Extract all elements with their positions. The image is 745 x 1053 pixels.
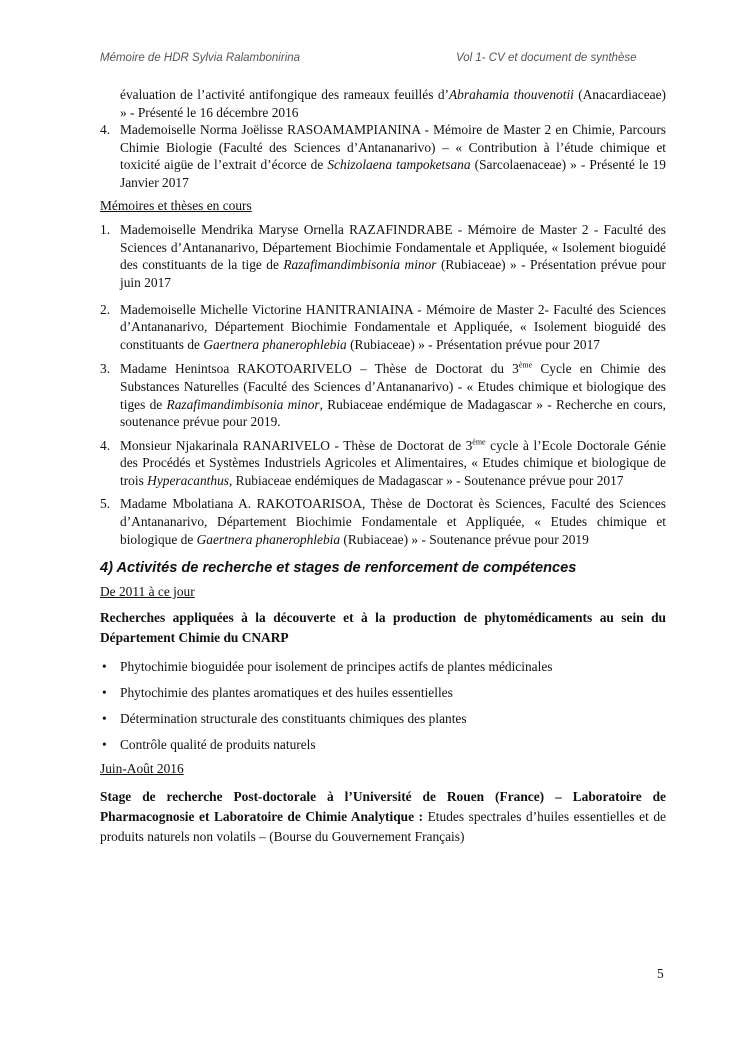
text-fragment: cycle à l’Ecole Doctorale Génie des Procédés et Systèmes Industriels Agricoles et Alimentaires, « Etudes chimique et biologique de trois (120, 437, 667, 488)
ongoing-item-4 (100, 437, 666, 490)
species-name: Gaertnera phanerophlebia (196, 531, 341, 547)
item-number: 5. (100, 496, 111, 512)
stage-title: Stage de recherche Post-doctorale à l’Université de Rouen (France) – Laboratoire de Pharmacognosie et Laboratoire de Chimie Analytique : (100, 788, 666, 824)
text-fragment: , Rubiaceae endémique de Madagascar » - Recherche en cours, soutenance prévue pour 2019. (120, 396, 667, 430)
text-fragment: (Rubiaceae) » - Présentation prévue pour juin 2017 (120, 257, 666, 290)
research-title: Recherches appliquées à la découverte et à la production de phytomédicaments au sein du Département Chimie du CNARP (100, 610, 666, 646)
superscript: ème (472, 437, 486, 447)
period-label: De 2011 à ce jour (100, 583, 195, 599)
item-number: 1. (100, 222, 111, 238)
bullet-icon: • (102, 685, 107, 701)
ongoing-item-3 (100, 360, 666, 430)
ongoing-heading: Mémoires et thèses en cours (100, 197, 252, 213)
list-item-text: Détermination structurale des constituants chimiques des plantes (120, 711, 467, 727)
list-item (100, 736, 666, 754)
text-fragment: (Anacardiaceae) » - Présenté le 16 décembre 2016 (120, 87, 666, 120)
list-item-text: Contrôle qualité de produits naturels (120, 737, 316, 753)
completed-item-4 (100, 121, 666, 191)
text-fragment: Madame Henintsoa RAKOTOARIVELO – Thèse de Doctorat du 3 (120, 361, 519, 377)
ongoing-item-5 (100, 495, 666, 548)
species-name: Razafimandimbisonia minor (166, 396, 320, 412)
stage-paragraph (100, 787, 666, 847)
text-fragment: , Rubiaceae endémiques de Madagascar » - Soutenance prévue pour 2017 (228, 472, 624, 488)
text-fragment: Mademoiselle Michelle Victorine HANITRANIAINA - Mémoire de Master 2- Faculté des Sciences d’Antananarivo, Département Biochimie Fondamentale et Appliquée, « Isolement bioguidé des constituants de (120, 301, 666, 352)
research-activity-list (100, 658, 666, 754)
species-name: Hyperacanthus (147, 472, 229, 488)
item-number: 4. (100, 122, 111, 138)
text-fragment: Cycle en Chimie des Substances Naturelles (Faculté des Sciences d’Antananarivo) - « Etudes chimique et biologique des tiges de (120, 361, 666, 412)
period-label: Juin-Août 2016 (100, 760, 184, 776)
text-fragment: évaluation de l’activité antifongique des rameaux feuillés d’ (120, 87, 449, 102)
superscript: ème (518, 360, 533, 370)
continued-entry (120, 86, 666, 121)
species-name: Gaertnera phanerophlebia (203, 336, 347, 352)
running-header (100, 52, 653, 64)
text-fragment: Madame Mbolatiana A. RAKOTOARISOA, Thèse de Doctorat ès Sciences, Faculté des Sciences d’Antananarivo, Département Biochimie Fondamentale et Appliquée, « Etudes chimique et biologique de (120, 496, 666, 547)
text-fragment: Monsieur Njakarinala RANARIVELO - Thèse de Doctorat de 3 (120, 437, 473, 453)
ongoing-item-2 (100, 301, 666, 354)
header-left: Mémoire de HDR Sylvia Ralambonirina (100, 52, 301, 64)
document-body (100, 86, 666, 847)
list-item-text: Phytochimie bioguidée pour isolement de principes actifs de plantes médicinales (120, 659, 553, 675)
species-name: Abrahamia thouvenotii (448, 87, 574, 102)
page-number: 5 (657, 966, 664, 981)
header-right: Vol 1- CV et document de synthèse (456, 52, 637, 64)
species-name: Razafimandimbisonia minor (283, 257, 437, 273)
text-fragment: (Rubiaceae) » - Présentation prévue pour 2017 (346, 336, 600, 352)
stage-description: Etudes spectrales d’huiles essentielles et de produits naturels non volatils – (Bourse du Gouvernement Français) (100, 808, 666, 844)
section-title: 4) Activités de recherche et stages de renforcement de compétences (100, 560, 577, 577)
bullet-icon: • (102, 711, 107, 727)
list-item-text: Phytochimie des plantes aromatiques et des huiles essentielles (120, 685, 453, 701)
item-number: 2. (100, 301, 111, 317)
bullet-icon: • (102, 659, 107, 675)
text-fragment: (Sarcolaenaceae) » - Présenté le 19 Janvier 2017 (120, 157, 666, 190)
text-fragment: Mademoiselle Mendrika Maryse Ornella RAZAFINDRABE - Mémoire de Master 2 - Faculté des Sciences d’Antananarivo, Département Biochimie Fondamentale et Appliquée, « Isolement bioguidé des constituants de la tige de (120, 222, 666, 273)
text-fragment: Mademoiselle Norma Joëlisse RASOAMAMPIANINA - Mémoire de Master 2 en Chimie, Parcours Chimie Biologie (Faculté des Sciences d’Antananarivo) – « Contribution à l’étude chimique et toxicité aigüe de l’extrait d’écorce de (120, 122, 666, 173)
item-number: 4. (100, 437, 111, 453)
list-item (100, 684, 666, 702)
list-item (100, 658, 666, 676)
text-fragment: (Rubiaceae) » - Soutenance prévue pour 2019 (340, 531, 589, 547)
species-name: Schizolaena tampoketsana (327, 157, 471, 173)
ongoing-item-1 (100, 221, 666, 291)
bullet-icon: • (102, 737, 107, 753)
item-number: 3. (100, 361, 111, 377)
list-item (100, 710, 666, 728)
